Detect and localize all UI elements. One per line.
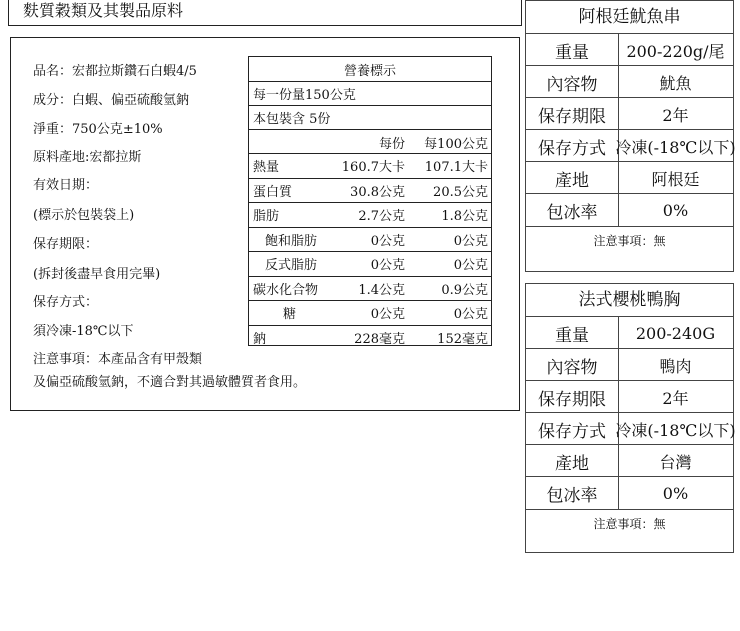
spec-note-squid: 注意事項：無 xyxy=(526,226,733,273)
spec-row-value: 冷凍(-18℃以下) xyxy=(615,420,736,440)
label-line-ingredients: 成分：白蝦、偏亞硫酸氫鈉 xyxy=(33,93,190,108)
spec-row-value: 鴨肉 xyxy=(659,356,692,376)
nutrition-row-name: 鈉 xyxy=(253,331,267,347)
nutrition-row-per-100g: 107.1大卡 xyxy=(424,160,488,175)
nutrition-row-per-100g: 0.9公克 xyxy=(441,282,488,298)
spec-row-key: 內容物 xyxy=(526,349,619,381)
nutrition-row-per-100g: 1.8公克 xyxy=(441,209,488,224)
spec-table-squid xyxy=(525,0,734,272)
nutrition-row-name: 脂肪 xyxy=(253,209,280,224)
nutrition-row-name: 飽和脂肪 xyxy=(265,233,318,249)
nutrition-row-per-serving: 2.7公克 xyxy=(358,209,405,224)
label-line-name: 品名：宏都拉斯鑽石白蝦4/5 xyxy=(33,64,197,79)
nutrition-row-per-serving: 1.4公克 xyxy=(358,282,405,298)
spec-row-key: 包冰率 xyxy=(526,477,619,509)
spec-row-key: 內容物 xyxy=(526,66,619,98)
spec-row-key: 保存方式 xyxy=(526,130,619,162)
spec-note-duck: 注意事項：無 xyxy=(526,509,733,554)
nutrition-row-per-serving: 0公克 xyxy=(370,307,405,322)
nutrition-serving-size: 每一份量150公克 xyxy=(253,88,356,103)
nutrition-row-per-serving: 30.8公克 xyxy=(350,184,405,200)
nutrition-row-name: 反式脂肪 xyxy=(265,258,318,273)
spec-row xyxy=(526,476,733,509)
nutrition-row-name: 蛋白質 xyxy=(253,184,293,200)
spec-row-key: 包冰率 xyxy=(526,194,619,226)
spec-row xyxy=(526,129,736,162)
spec-row xyxy=(526,380,733,413)
spec-row-value: 0% xyxy=(662,483,689,503)
nutrition-row-per-serving: 160.7大卡 xyxy=(341,160,405,175)
allergen-header-box xyxy=(8,0,522,26)
spec-row xyxy=(526,193,733,226)
nutrition-row-per-100g: 0公克 xyxy=(453,233,488,249)
spec-row-key: 重量 xyxy=(526,317,619,349)
label-line-expiry: 有效日期： xyxy=(33,178,99,193)
label-line-shelf-life-note: (拆封後盡早食用完畢) xyxy=(33,267,161,282)
spec-row-key: 重量 xyxy=(526,34,619,66)
label-line-origin: 原料產地:宏都拉斯 xyxy=(33,150,142,165)
label-line-expiry-note: (標示於包裝袋上) xyxy=(33,208,135,223)
label-line-weight: 淨重：750公克±10% xyxy=(33,122,163,137)
nutrition-row-per-100g: 0公克 xyxy=(453,258,488,273)
spec-row-value: 2年 xyxy=(662,388,689,408)
nutrition-row-per-100g: 152毫克 xyxy=(437,331,488,347)
nutrition-row-per-serving: 0公克 xyxy=(370,258,405,273)
spec-row-value: 200-220g/尾 xyxy=(626,41,725,61)
spec-row xyxy=(526,97,733,130)
spec-row xyxy=(526,316,733,349)
nutrition-row-per-serving: 228毫克 xyxy=(354,331,405,347)
nutrition-table xyxy=(248,56,492,346)
nutrition-row-name: 碳水化合物 xyxy=(253,282,319,298)
spec-table-duck xyxy=(525,283,734,553)
nutrition-row-name: 糖 xyxy=(283,307,297,322)
spec-row-key: 產地 xyxy=(526,162,619,194)
spec-row xyxy=(526,161,733,194)
spec-row xyxy=(526,65,733,98)
nutrition-row-name: 熱量 xyxy=(253,160,280,175)
nutrition-col-per-100g: 每100公克 xyxy=(424,137,488,152)
label-line-storage-note: 須冷凍-18℃以下 xyxy=(33,324,134,339)
label-line-shelf-life: 保存期限： xyxy=(33,237,99,252)
spec-row xyxy=(526,33,733,66)
label-notice-line2: 及偏亞硫酸氫鈉，不適合對其過敏體質者食用。 xyxy=(33,375,307,390)
label-line-storage: 保存方式： xyxy=(33,295,99,310)
spec-row-value: 冷凍(-18℃以下) xyxy=(615,137,736,157)
nutrition-servings-per-pack: 本包裝含 5份 xyxy=(253,112,331,127)
spec-row-value: 阿根廷 xyxy=(651,169,700,189)
label-notice-line1: 注意事項：本產品含有甲殼類 xyxy=(33,352,203,367)
spec-row-value: 2年 xyxy=(662,105,689,125)
spec-row-value: 魷魚 xyxy=(659,73,692,93)
spec-row-key: 保存期限 xyxy=(526,381,619,413)
spec-row xyxy=(526,412,736,445)
nutrition-title: 營養標示 xyxy=(343,64,396,79)
allergen-header-text: 麩質穀類及其製品原料 xyxy=(23,1,184,20)
nutrition-row-per-serving: 0公克 xyxy=(370,233,405,249)
product-label xyxy=(10,37,520,411)
spec-row-value: 200-240G xyxy=(635,323,716,343)
spec-row-key: 保存期限 xyxy=(526,98,619,130)
spec-row xyxy=(526,348,733,381)
spec-row-value: 台灣 xyxy=(659,452,692,472)
spec-row-key: 保存方式 xyxy=(526,413,619,445)
spec-row-key: 產地 xyxy=(526,445,619,477)
nutrition-col-per-serving: 每份 xyxy=(378,137,405,152)
nutrition-row-per-100g: 20.5公克 xyxy=(433,184,488,200)
spec-title-squid: 阿根廷魷魚串 xyxy=(578,7,681,27)
spec-title-duck: 法式櫻桃鴨胸 xyxy=(578,290,681,310)
spec-row xyxy=(526,444,733,477)
nutrition-row-per-100g: 0公克 xyxy=(453,307,488,322)
spec-row-value: 0% xyxy=(662,200,689,220)
